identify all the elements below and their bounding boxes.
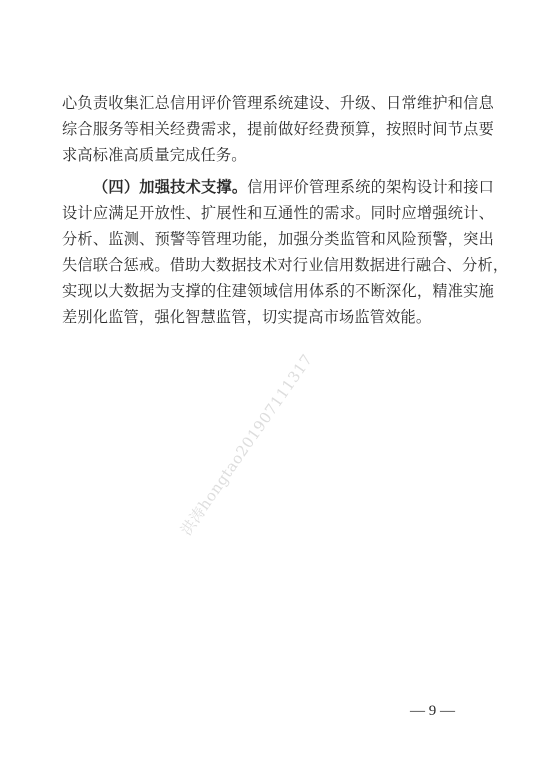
paragraph-2-line-6: 差别化监管，强化智慧监管，切实提高市场监管效能。 [62,308,432,326]
paragraph-2-line-1 [62,174,494,200]
paragraph-2-line-4: 失信联合惩戒。借助大数据技术对行业信用数据进行融合、分析， [62,256,509,274]
page-number: — 9 — [410,703,455,719]
section-heading: （四）加强技术支撑。 [93,178,248,196]
paragraph-2-line-5: 实现以大数据为支撑的住建领域信用体系的不断深化，精准实施 [62,282,494,300]
paragraph-2-line-3: 分析、监测、预警等管理功能，加强分类监管和风险预警，突出 [62,230,494,248]
watermark: 洪涛hongtao201907111317 [177,350,317,539]
paragraph-1-line-1: 心负责收集汇总信用评价管理系统建设、升级、日常维护和信息 [62,94,494,112]
paragraph-2-line-1-text: 信用评价管理系统的架构设计和接口 [247,178,495,196]
paragraph-1-line-2: 综合服务等相关经费需求，提前做好经费预算，按照时间节点要 [62,120,494,138]
paragraph-2-line-2: 设计应满足开放性、扩展性和互通性的需求。同时应增强统计、 [62,204,494,222]
paragraph-1-line-3: 求高标准高质量完成任务。 [62,146,247,164]
document-body [62,90,509,330]
